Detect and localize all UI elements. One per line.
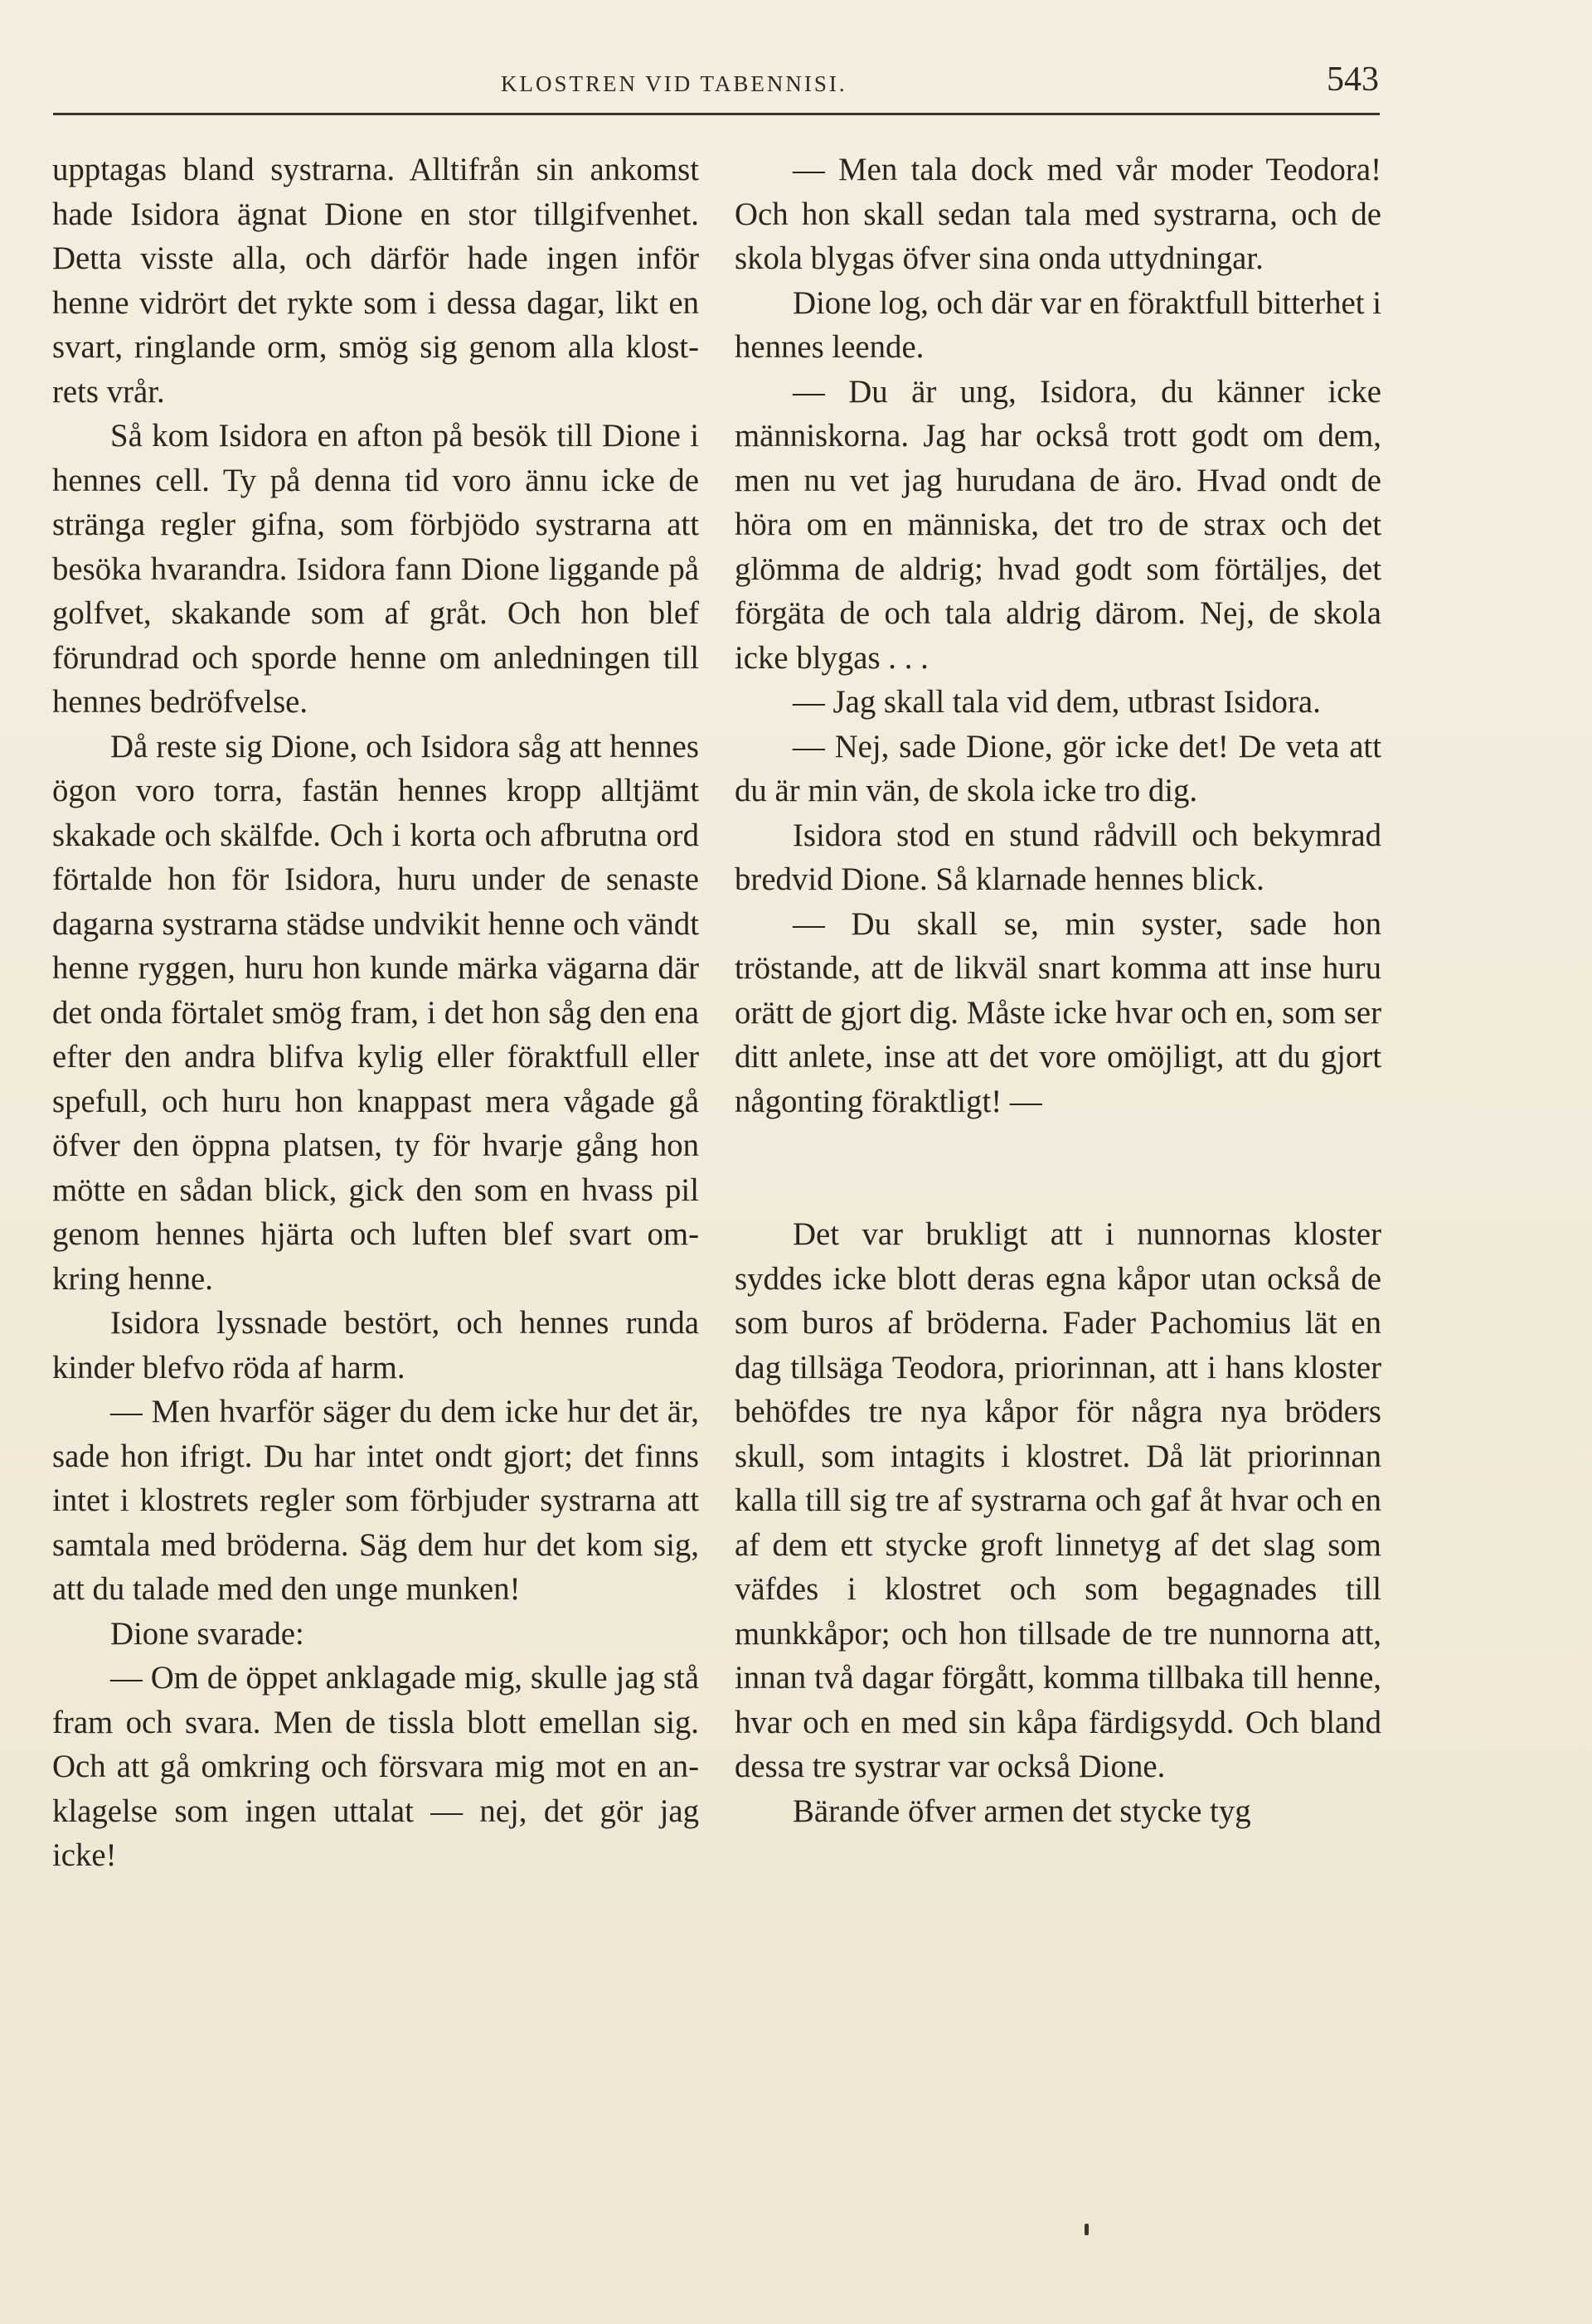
section-break	[735, 1123, 1381, 1212]
right-column	[735, 148, 1381, 1833]
paragraph: Det var brukligt att i nunnornas kloster syddes icke blott deras egna kåpor utan också de som buros af bröderna. Fader Pachomius lät en dag tillsäga Teodora, priorinnan, att i hans kloster behöfdes tre nya kåpor för några nya bröders skull, som intagits i klostret. Då lät priorinnan kalla till sig tre af systrarna och gaf åt hvar och en af dem ett stycke groft linnetyg af det slag som väfdes i klostret och som begagnades till munkkåpor; och hon tillsade de tre nunnorna att, innan två dagar förgått, komma tillbaka till henne, hvar och en med sin kåpa färdigsydd. Och bland dessa tre systrar var också Dione.	[735, 1216, 1381, 1784]
paragraph: — Du skall se, min syster, sade hon tröstande, att de likväl snart komma att inse huru orätt de gjort dig. Måste icke hvar och en, som ser ditt anlete, inse att det vore omöjligt, att du gjort någonting föraktligt! —	[735, 905, 1381, 1119]
paragraph: Så kom Isidora en afton på besök till Dione i hennes cell. Ty på denna tid voro ännu icke de stränga regler gifna, som förbjödo systrarna att besöka hvarandra. Isidora fann Dione liggande på golfvet, skakande som af gråt. Och hon blef förundrad och sporde henne om anledningen till hennes bedröfvelse.	[52, 418, 699, 720]
paragraph: Isidora stod en stund rådvill och bekymrad bredvid Dione. Så klarnade hennes blick.	[735, 817, 1381, 897]
paragraph: Då reste sig Dione, och Isidora såg att hennes ögon voro torra, fastän hennes kropp alltjämt skakade och skälfde. Och i korta och afbrutna ord förtalde hon för Isidora, huru under de senaste dagarna systrarna städse undvikit henne och vändt henne ryggen, huru hon kunde märka vägarna där det onda förtalet smög fram, i det hon såg den ena efter den andra blifva kylig eller föraktfull eller spefull, och huru hon knappast mera vågade gå öfver den öppna platsen, ty för hvarje gång hon mötte en sådan blick, gick den som en hvass pil genom hennes hjärta och luften blef svart omkring henne.	[52, 728, 700, 1297]
paragraph: — Om de öppet anklagade mig, skulle jag stå fram och svara. Men de tissla blott emellan sig. Och att gå omkring och försvara mig mot en anklagelse som ingen uttalat — nej, det gör jag icke!	[52, 1660, 699, 1873]
paragraph: Isidora lyssnade bestört, och hennes runda kinder blefvo röda af harm.	[52, 1305, 699, 1385]
paragraph: — Men hvarför säger du dem icke hur det är, sade hon ifrigt. Du har intet ondt gjort; det finns intet i klostrets regler som förbjuder systrarna att samtala med bröderna. Säg dem hur det kom sig, att du talade med den unge munken!	[52, 1394, 699, 1607]
paragraph: — Nej, sade Dione, gör icke det! De veta att du är min vän, de skola icke tro dig.	[735, 728, 1381, 808]
left-column	[52, 148, 699, 1878]
paragraph: — Du är ung, Isidora, du känner icke människorna. Jag har också trott godt om dem, men nu vet jag hurudana de äro. Hvad ondt de höra om en människa, det tro de strax och det glömma de aldrig; hvad godt som förtäljes, det förgäta de och tala aldrig därom. Nej, de skola icke blygas . . .	[735, 373, 1381, 676]
paragraph: — Jag skall tala vid dem, utbrast Isidora.	[793, 684, 1321, 720]
page-header	[53, 51, 1380, 118]
paragraph: — Men tala dock med vår moder Teodora! Och hon skall sedan tala med systrarna, och de skola blygas öfver sina onda uttydningar.	[735, 152, 1381, 276]
running-title: KLOSTREN VID TABENNISI.	[501, 71, 847, 96]
signature-mark	[1085, 2224, 1089, 2235]
paragraph: Bärande öfver armen det stycke tyg	[793, 1793, 1251, 1829]
header-rule	[53, 113, 1380, 115]
page-number: 543	[1327, 61, 1379, 99]
paragraph: upptagas bland systrarna. Alltifrån sin ankomst hade Isidora ägnat Dione en stor tillgifvenhet. Detta visste alla, och därför hade ingen inför henne vidrört det rykte som i dessa dagar, likt en svart, ringlande orm, smög sig genom alla klostrets vrår.	[52, 152, 699, 410]
paragraph: Dione svarade:	[110, 1615, 304, 1652]
paragraph: Dione log, och där var en föraktfull bitterhet i hennes leende.	[735, 284, 1381, 365]
